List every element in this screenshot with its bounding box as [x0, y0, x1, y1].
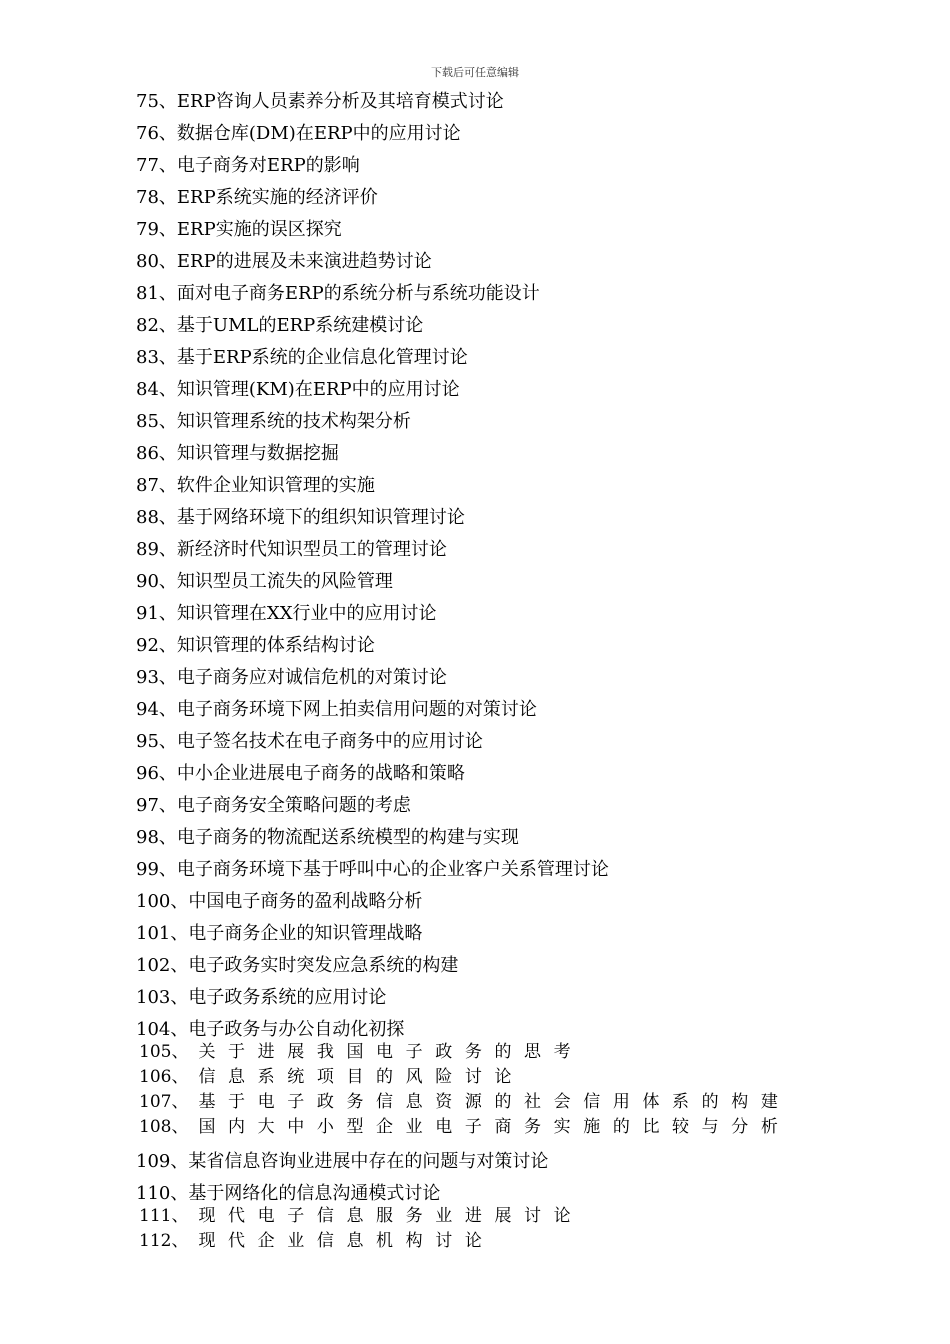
- item-title: 基于ERP系统的企业信息化管理讨论: [176, 347, 468, 368]
- item-number: 88、: [136, 507, 177, 528]
- item-number: 93、: [136, 667, 177, 688]
- item-title: 基于网络环境下的组织知识管理讨论: [176, 507, 465, 528]
- item-number: 86、: [136, 443, 177, 464]
- list-item: [136, 118, 816, 150]
- list-item: [136, 566, 816, 598]
- item-title: 信息系统项目的风险讨论: [198, 1067, 525, 1087]
- item-number: 92、: [136, 635, 177, 656]
- item-title: 电子商务安全策略问题的考虑: [176, 795, 411, 816]
- item-title: ERP系统实施的经济评价: [176, 187, 378, 208]
- item-number: 77、: [136, 155, 177, 176]
- item-number: 109、: [136, 1151, 189, 1172]
- list-item: [136, 182, 816, 214]
- item-number: 85、: [136, 411, 177, 432]
- list-item: [136, 534, 816, 566]
- item-number: 87、: [136, 475, 177, 496]
- item-title: 电子商务应对诚信危机的对策讨论: [176, 667, 447, 688]
- list-item: [136, 1040, 816, 1065]
- list-item: [136, 150, 816, 182]
- item-number: 111、: [139, 1206, 189, 1226]
- item-title: 新经济时代知识型员工的管理讨论: [176, 539, 447, 560]
- item-title: 电子商务环境下基于呼叫中心的企业客户关系管理讨论: [176, 859, 609, 880]
- item-number: 89、: [136, 539, 177, 560]
- item-title: 知识管理的体系结构讨论: [176, 635, 375, 656]
- list-item: [136, 918, 816, 950]
- list-item: [136, 598, 816, 630]
- item-title: 中小企业进展电子商务的战略和策略: [176, 763, 465, 784]
- item-title: 知识管理系统的技术构架分析: [176, 411, 411, 432]
- list-item: [136, 630, 816, 662]
- list-item: [136, 502, 816, 534]
- item-number: 76、: [136, 123, 177, 144]
- item-number: 102、: [136, 955, 189, 976]
- list-item: [136, 278, 816, 310]
- list-item: [136, 1146, 816, 1178]
- item-title: 现代企业信息机构讨论: [198, 1231, 495, 1251]
- item-number: 99、: [136, 859, 177, 880]
- item-number: 82、: [136, 315, 177, 336]
- item-number: 98、: [136, 827, 177, 848]
- item-number: 108、: [139, 1117, 189, 1137]
- list-item: [136, 726, 816, 758]
- list-item: [136, 790, 816, 822]
- topic-list: [136, 86, 816, 1254]
- item-title: 电子商务的物流配送系统模型的构建与实现: [176, 827, 519, 848]
- list-item: [136, 406, 816, 438]
- list-item: [136, 470, 816, 502]
- item-title: 知识管理在XX行业中的应用讨论: [176, 603, 437, 624]
- item-title: 知识管理(KM)在ERP中的应用讨论: [176, 379, 460, 400]
- item-title: 电子商务企业的知识管理战略: [188, 923, 423, 944]
- item-number: 107、: [139, 1092, 189, 1112]
- list-item: [136, 1065, 816, 1090]
- list-item: [136, 854, 816, 886]
- list-item: [136, 694, 816, 726]
- item-title: 电子政务系统的应用讨论: [188, 987, 387, 1008]
- item-number: 97、: [136, 795, 177, 816]
- list-item: [136, 1115, 816, 1140]
- list-item: [136, 342, 816, 374]
- item-title: 知识型员工流失的风险管理: [176, 571, 393, 592]
- item-title: 电子商务环境下网上拍卖信用问题的对策讨论: [176, 699, 537, 720]
- list-item: [136, 310, 816, 342]
- list-item: [136, 1204, 816, 1229]
- item-number: 110、: [136, 1183, 189, 1204]
- item-number: 104、: [136, 1019, 189, 1040]
- page-header-note: 下载后可任意编辑: [431, 66, 519, 79]
- item-title: ERP咨询人员素养分析及其培育模式讨论: [176, 91, 504, 112]
- item-title: 知识管理与数据挖掘: [176, 443, 339, 464]
- item-title: 电子政务与办公自动化初探: [188, 1019, 405, 1040]
- item-number: 75、: [136, 91, 177, 112]
- item-number: 91、: [136, 603, 177, 624]
- item-number: 84、: [136, 379, 177, 400]
- item-number: 94、: [136, 699, 177, 720]
- list-item: [136, 374, 816, 406]
- item-title: 面对电子商务ERP的系统分析与系统功能设计: [176, 283, 540, 304]
- list-item: [136, 886, 816, 918]
- item-title: ERP的进展及未来演进趋势讨论: [176, 251, 432, 272]
- item-number: 83、: [136, 347, 177, 368]
- list-item: [136, 662, 816, 694]
- item-title: 基于电子政务信息资源的社会信用体系的构建: [198, 1092, 791, 1112]
- item-number: 100、: [136, 891, 189, 912]
- list-item: [136, 1229, 816, 1254]
- list-item: [136, 982, 816, 1014]
- item-number: 106、: [139, 1067, 189, 1087]
- item-number: 103、: [136, 987, 189, 1008]
- item-number: 105、: [139, 1042, 189, 1062]
- item-title: 某省信息咨询业进展中存在的问题与对策讨论: [188, 1151, 549, 1172]
- item-title: 中国电子商务的盈利战略分析: [188, 891, 423, 912]
- item-number: 95、: [136, 731, 177, 752]
- list-item: [136, 1090, 816, 1115]
- list-item: [136, 246, 816, 278]
- item-title: 基于网络化的信息沟通模式讨论: [188, 1183, 441, 1204]
- item-title: 软件企业知识管理的实施: [176, 475, 375, 496]
- list-item: [136, 822, 816, 854]
- item-number: 79、: [136, 219, 177, 240]
- item-number: 78、: [136, 187, 177, 208]
- item-number: 90、: [136, 571, 177, 592]
- list-item: [136, 214, 816, 246]
- item-title: 关于进展我国电子政务的思考: [198, 1042, 584, 1062]
- item-title: 电子商务对ERP的影响: [176, 155, 360, 176]
- item-title: 数据仓库(DM)在ERP中的应用讨论: [176, 123, 461, 144]
- item-title: 现代电子信息服务业进展讨论: [198, 1206, 584, 1226]
- item-number: 80、: [136, 251, 177, 272]
- item-title: ERP实施的误区探究: [176, 219, 342, 240]
- item-title: 国内大中小型企业电子商务实施的比较与分析: [198, 1117, 791, 1137]
- item-number: 96、: [136, 763, 177, 784]
- item-title: 电子政务实时突发应急系统的构建: [188, 955, 459, 976]
- list-item: [136, 950, 816, 982]
- item-number: 112、: [139, 1231, 189, 1251]
- list-item: [136, 758, 816, 790]
- list-item: [136, 438, 816, 470]
- item-number: 81、: [136, 283, 177, 304]
- item-number: 101、: [136, 923, 189, 944]
- item-title: 电子签名技术在电子商务中的应用讨论: [176, 731, 483, 752]
- item-title: 基于UML的ERP系统建模讨论: [176, 315, 424, 336]
- list-item: [136, 86, 816, 118]
